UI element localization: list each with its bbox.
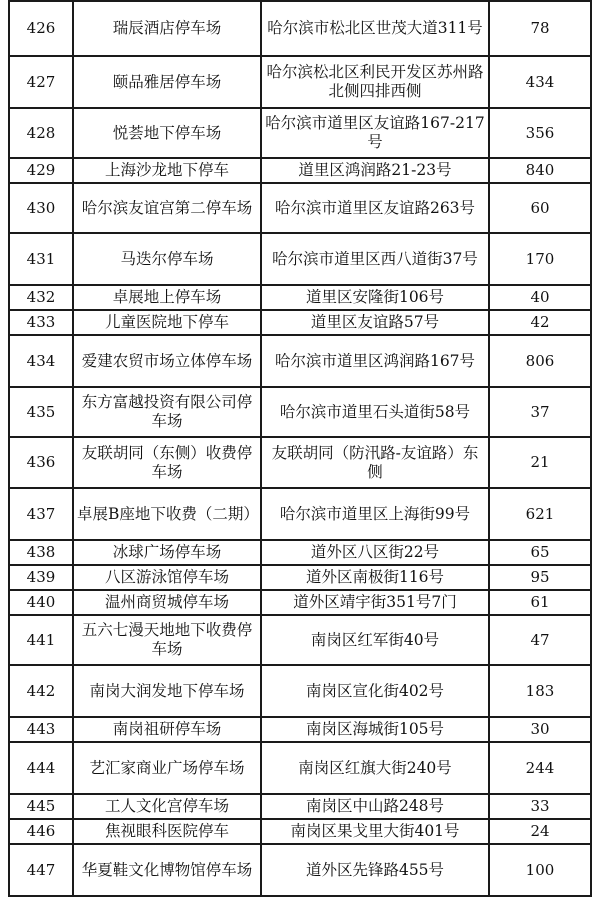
lot-address: 道里区鸿润路21-23号 — [261, 158, 489, 183]
lot-name: 五六七漫天地地下收费停车场 — [73, 615, 261, 665]
lot-spaces: 244 — [489, 742, 591, 794]
lot-spaces: 30 — [489, 717, 591, 742]
table-row — [9, 819, 591, 844]
lot-name: 儿童医院地下停车 — [73, 310, 261, 335]
lot-address: 道里区安隆街106号 — [261, 285, 489, 310]
lot-name: 友联胡同（东侧）收费停车场 — [73, 437, 261, 488]
lot-name: 东方富越投资有限公司停车场 — [73, 387, 261, 437]
row-number: 443 — [9, 717, 73, 742]
row-number: 434 — [9, 335, 73, 387]
lot-address: 道外区南极街116号 — [261, 565, 489, 590]
lot-address: 南岗区海城街105号 — [261, 717, 489, 742]
lot-address: 南岗区中山路248号 — [261, 794, 489, 819]
lot-spaces: 21 — [489, 437, 591, 488]
row-number: 433 — [9, 310, 73, 335]
lot-spaces: 40 — [489, 285, 591, 310]
row-number: 427 — [9, 56, 73, 108]
row-number: 426 — [9, 1, 73, 56]
lot-spaces: 60 — [489, 183, 591, 233]
lot-address: 道里区友谊路57号 — [261, 310, 489, 335]
row-number: 429 — [9, 158, 73, 183]
row-number: 428 — [9, 108, 73, 158]
row-number: 440 — [9, 590, 73, 615]
lot-name: 艺汇家商业广场停车场 — [73, 742, 261, 794]
table-row — [9, 540, 591, 565]
lot-name: 悦荟地下停车场 — [73, 108, 261, 158]
lot-name: 南岗大润发地下停车场 — [73, 665, 261, 717]
lot-name: 颐品雅居停车场 — [73, 56, 261, 108]
lot-spaces: 33 — [489, 794, 591, 819]
lot-address: 道外区靖宇街351号7门 — [261, 590, 489, 615]
table-row — [9, 233, 591, 285]
table-row — [9, 742, 591, 794]
lot-address: 哈尔滨市道里区友谊路167-217号 — [261, 108, 489, 158]
row-number: 447 — [9, 844, 73, 896]
lot-name: 八区游泳馆停车场 — [73, 565, 261, 590]
row-number: 435 — [9, 387, 73, 437]
lot-spaces: 170 — [489, 233, 591, 285]
lot-spaces: 356 — [489, 108, 591, 158]
table-row — [9, 590, 591, 615]
lot-name: 焦视眼科医院停车 — [73, 819, 261, 844]
lot-name: 南岗祖研停车场 — [73, 717, 261, 742]
table-row — [9, 717, 591, 742]
lot-spaces: 42 — [489, 310, 591, 335]
lot-name: 哈尔滨友谊宫第二停车场 — [73, 183, 261, 233]
lot-spaces: 434 — [489, 56, 591, 108]
lot-address: 哈尔滨市松北区世茂大道311号 — [261, 1, 489, 56]
table-row — [9, 794, 591, 819]
row-number: 438 — [9, 540, 73, 565]
row-number: 439 — [9, 565, 73, 590]
table-row — [9, 565, 591, 590]
lot-address: 南岗区宣化街402号 — [261, 665, 489, 717]
table-row — [9, 387, 591, 437]
lot-address: 道外区先锋路455号 — [261, 844, 489, 896]
lot-name: 温州商贸城停车场 — [73, 590, 261, 615]
lot-address: 道外区八区街22号 — [261, 540, 489, 565]
lot-name: 冰球广场停车场 — [73, 540, 261, 565]
lot-spaces: 24 — [489, 819, 591, 844]
lot-spaces: 61 — [489, 590, 591, 615]
lot-address: 南岗区果戈里大街401号 — [261, 819, 489, 844]
table-row — [9, 108, 591, 158]
lot-address: 哈尔滨市道里区西八道街37号 — [261, 233, 489, 285]
table-row — [9, 844, 591, 896]
lot-address: 南岗区红军街40号 — [261, 615, 489, 665]
lot-name: 上海沙龙地下停车 — [73, 158, 261, 183]
lot-name: 马迭尔停车场 — [73, 233, 261, 285]
row-number: 437 — [9, 488, 73, 540]
lot-spaces: 37 — [489, 387, 591, 437]
table-row — [9, 335, 591, 387]
table-row — [9, 437, 591, 488]
lot-name: 爱建农贸市场立体停车场 — [73, 335, 261, 387]
row-number: 444 — [9, 742, 73, 794]
table-row — [9, 615, 591, 665]
lot-address: 哈尔滨松北区利民开发区苏州路北侧四排西侧 — [261, 56, 489, 108]
table-row — [9, 56, 591, 108]
lot-spaces: 840 — [489, 158, 591, 183]
lot-spaces: 65 — [489, 540, 591, 565]
row-number: 441 — [9, 615, 73, 665]
lot-spaces: 100 — [489, 844, 591, 896]
lot-address: 友联胡同（防汛路-友谊路）东侧 — [261, 437, 489, 488]
lot-address: 南岗区红旗大街240号 — [261, 742, 489, 794]
table-row — [9, 665, 591, 717]
lot-address: 哈尔滨市道里区鸿润路167号 — [261, 335, 489, 387]
lot-spaces: 47 — [489, 615, 591, 665]
table-row — [9, 183, 591, 233]
lot-name: 卓展B座地下收费（二期） — [73, 488, 261, 540]
row-number: 442 — [9, 665, 73, 717]
row-number: 430 — [9, 183, 73, 233]
row-number: 432 — [9, 285, 73, 310]
row-number: 436 — [9, 437, 73, 488]
parking-lot-table — [8, 0, 592, 897]
row-number: 431 — [9, 233, 73, 285]
lot-spaces: 183 — [489, 665, 591, 717]
table-row — [9, 488, 591, 540]
lot-name: 瑞辰酒店停车场 — [73, 1, 261, 56]
lot-address: 哈尔滨市道里区友谊路263号 — [261, 183, 489, 233]
lot-spaces: 78 — [489, 1, 591, 56]
row-number: 446 — [9, 819, 73, 844]
lot-address: 哈尔滨市道里区上海街99号 — [261, 488, 489, 540]
lot-spaces: 621 — [489, 488, 591, 540]
table-row — [9, 285, 591, 310]
lot-spaces: 95 — [489, 565, 591, 590]
table-row — [9, 158, 591, 183]
lot-name: 卓展地上停车场 — [73, 285, 261, 310]
table-row — [9, 1, 591, 56]
row-number: 445 — [9, 794, 73, 819]
lot-spaces: 806 — [489, 335, 591, 387]
lot-name: 工人文化宫停车场 — [73, 794, 261, 819]
lot-name: 华夏鞋文化博物馆停车场 — [73, 844, 261, 896]
table-row — [9, 310, 591, 335]
lot-address: 哈尔滨市道里石头道街58号 — [261, 387, 489, 437]
